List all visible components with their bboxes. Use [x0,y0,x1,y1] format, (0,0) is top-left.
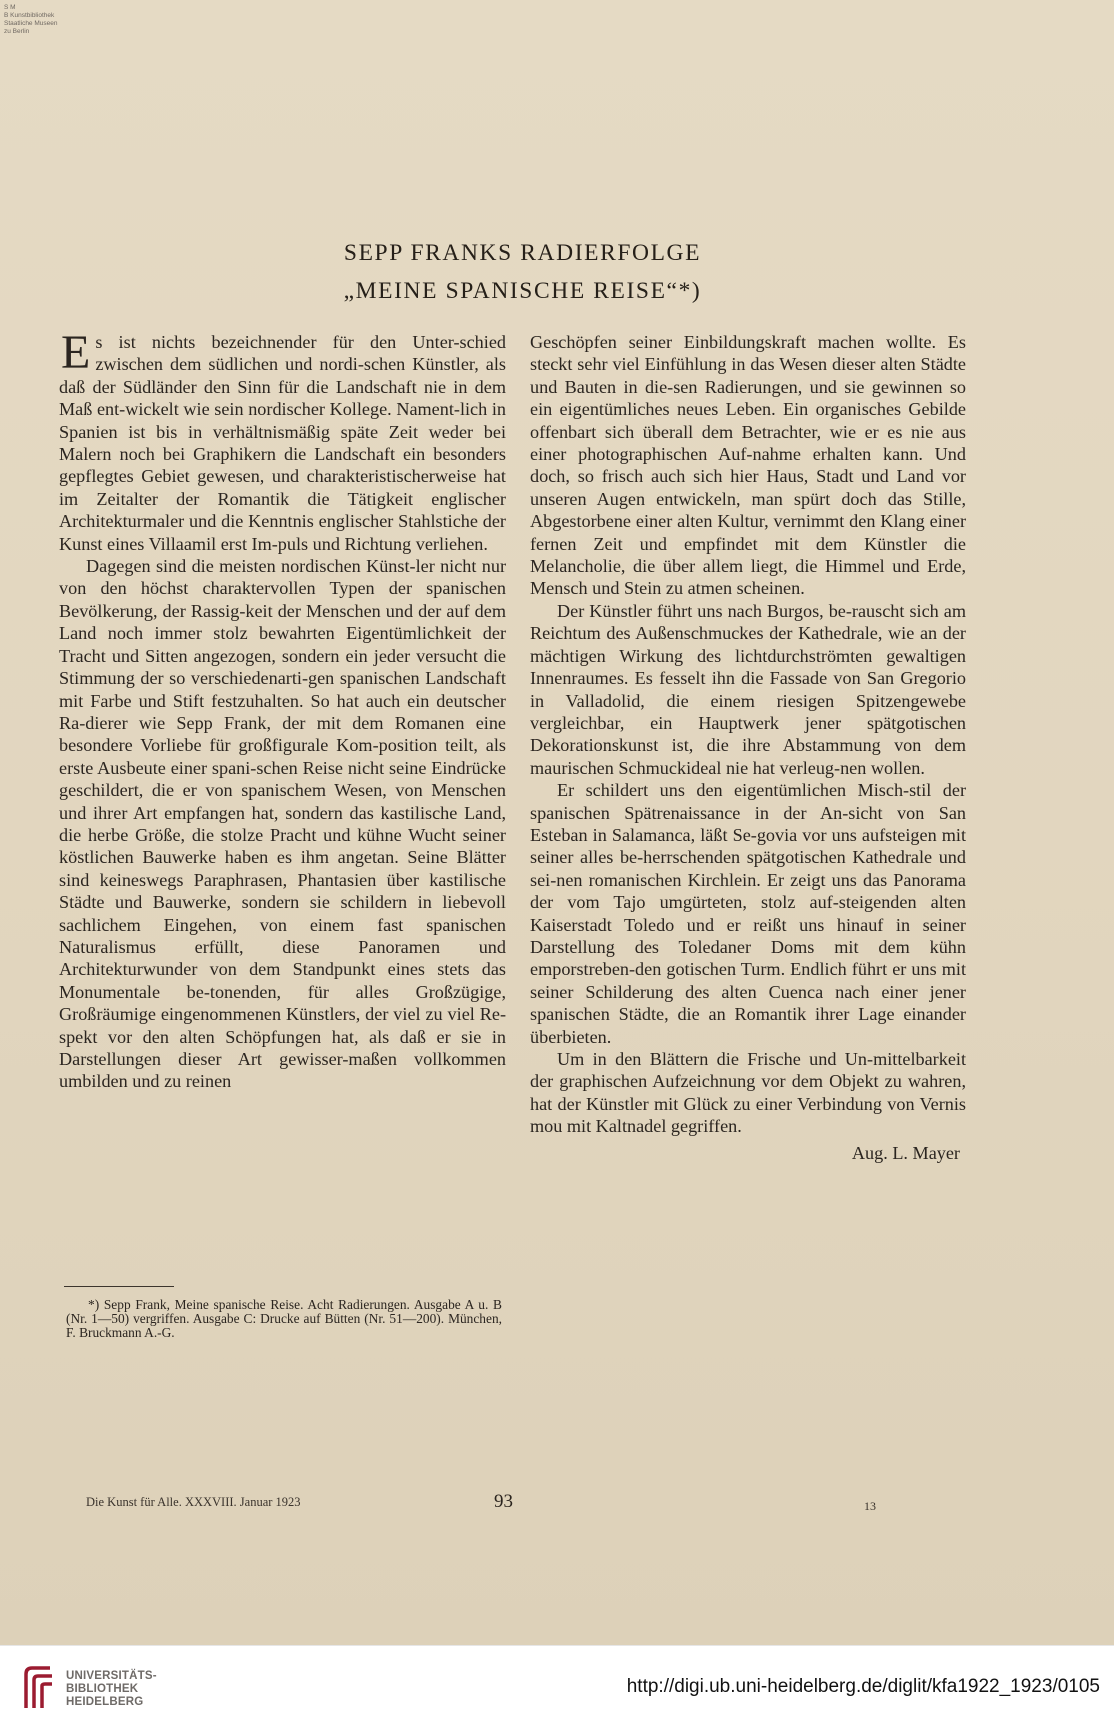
drop-cap: E [61,326,91,379]
footnote: *) Sepp Frank, Meine spanische Reise. Acht Radierungen. Ausgabe A u. B (Nr. 1—50) vergriffen. Ausgabe C: Drucke auf Bütten (Nr. 51—200). München, F. Bruckmann A.-G. [66,1297,502,1340]
paragraph [59,326,506,555]
library-footer-bar [0,1645,1114,1734]
institution-name [66,1670,157,1709]
heidelberg-library-logo-icon[interactable] [22,1664,56,1712]
document-url-link[interactable]: http://digi.ub.uni-heidelberg.de/diglit/kfa1922_1923/0105 [626,1676,1100,1697]
paragraph: Geschöpfen seiner Einbildungskraft machen wollte. Es steckt sehr viel Einfühlung in das Wesen dieser alten Städte und Bauten in die-sen Radierungen, und sie gewinnen so ein eigentümliches neues Leben. Ein organisches Gebilde offenbart sich überall dem Betrachter, wie er es nie aus einer photographischen Auf-nahme erhalten kann. Und doch, so frisch auch sich hier Haus, Stadt und Land vor unseren Augen entwickeln, man spürt doch das Stille, Abgestorbene einer alten Kultur, vernimmt den Klang einer fernen Zeit und empfindet mit dem Künstler die Melancholie, die über allem liegt, die Himmel und Erde, Mensch und Stein zu atmen scheinen. [530,332,966,599]
paragraph: Der Künstler führt uns nach Burgos, be-rauscht sich am Reichtum des Außenschmuckes der Kathedrale, wie an der mächtigen Wirkung des lichtdurchströmten gewaltigen Innenraumes. Es fesselt ihn die Fassade von San Gregorio in Valladolid, die einem riesigen Spitzengewebe vergleichbar, ein Hauptwerk jener spätgotischen Dekorationskunst ist, die ihre Abstammung von dem maurischen Schmuckideal nie hat verleug-nen wollen. [530,600,966,778]
left-column [59,326,506,1093]
stamp-line: B Kunstbibliothek [4,12,55,19]
institution-line: BIBLIOTHEK [66,1683,139,1695]
signature-mark: 13 [864,1499,876,1513]
paragraph: Er schildert uns den eigentümlichen Misch-stil der spanischen Spätrenaissance in der An-sicht von San Esteban in Salamanca, läßt Se-govia vor uns aufsteigen mit seiner alles be-herrschenden spätgotischen Kathedrale und sei-nen romanischen Kirchlein. Er zeigt uns das Panorama der vom Tajo umgürteten, stolz auf-steigenden alten Kaiserstadt Toledo und er reißt uns hinauf in seiner Darstellung des Toledaner Doms mit dem kühn emporstreben-den gotischen Turm. Endlich führt er uns mit seiner Schilderung des alten Cuenca nach einer jener spanischen Städte, die an Romantik ihrer Lage einander überbieten. [530,780,966,1047]
article-title-line-2: „MEINE SPANISCHE REISE“*) [343,278,702,304]
article-title-line-1: SEPP FRANKS RADIERFOLGE [343,240,702,266]
page-number: 93 [494,1491,513,1512]
library-stamp [4,4,84,36]
stamp-line: Staatliche Museen [4,20,58,27]
paragraph: Dagegen sind die meisten nordischen Künst-ler nicht nur von den höchst charaktervollen Typen der spanischen Bevölkerung, der Rassig-keit der Menschen und der auf dem Land noch immer stolz bewahrten Eigentümlichkeit der Tracht und Sitten angezogen, sondern ein jeder versucht die Stimmung der so verschiedenarti-gen spanischen Landschaft mit Farbe und Stift festzuhalten. So hat auch ein deutscher Ra-dierer wie Sepp Frank, der mit dem Romanen eine besondere Vorliebe für großfigurale Kom-position teilt, als erste Ausbeute einer spani-schen Reise nicht seine Eindrücke geschildert, die er von spanischem Wesen, von Menschen und ihrer Art empfangen hat, sondern das kastilische Land, die herbe Größe, die stolze Pracht und kühne Wucht seiner köstlichen Bauwerke haben es ihm angetan. Seine Blätter sind keineswegs Paraphrasen, Phantasien über kastilische Städte und Bauwerke, sondern sie schildern in liebevoll sachlichem Eingehen, von einem fast spanischen Naturalismus erfüllt, diese Panoramen und Architekturwunder von dem Standpunkt eines stets das Monumentale be-tonenden, für alles Großzügige, Großräumige eingenommenen Künstlers, der viel zu viel Re-spekt vor den alten Schöpfungen hat, als daß er sie in Darstellungen dieser Art gewisser-maßen vollkommen umbilden und zu reinen [59,556,506,1092]
institution-line: UNIVERSITÄTS- [66,1670,157,1682]
paragraph-text: s ist nichts bezeichnender für den Unter-schied zwischen dem südlichen und nordi-schen Künstler, als daß der Südländer den Sinn für die Landschaft nie in dem Maß ent-wickelt wie sein nordischer Kollege. Nament-lich in Spanien ist bis in verhältnismäßig späte Zeit weder bei Malern noch bei Graphikern die Landschaft ein besonders gepflegtes Gebiet gewesen, und charakteristischerweise hat im Zeitalter der Romantik die Tätigkeit englischer Architekturmaler und die Kenntnis englischer Stahlstiche der Kunst eines Villaamil erst Im-puls und Richtung verliehen. [59,332,506,554]
author-signature: Aug. L. Mayer [851,1142,960,1163]
institution-line: HEIDELBERG [66,1696,144,1708]
paragraph: Um in den Blättern die Frische und Un-mittelbarkeit der graphischen Aufzeichnung vor dem Objekt zu wahren, hat der Künstler mit Glück zu einer Verbindung von Vernis mou mit Kaltnadel gegriffen. [530,1049,966,1137]
journal-running-footer: Die Kunst für Alle. XXXVIII. Januar 1923 [86,1495,301,1509]
stamp-line: S M [4,4,16,11]
footnote-rule [64,1286,174,1287]
right-column [530,331,966,1164]
stamp-line: zu Berlin [4,28,30,35]
